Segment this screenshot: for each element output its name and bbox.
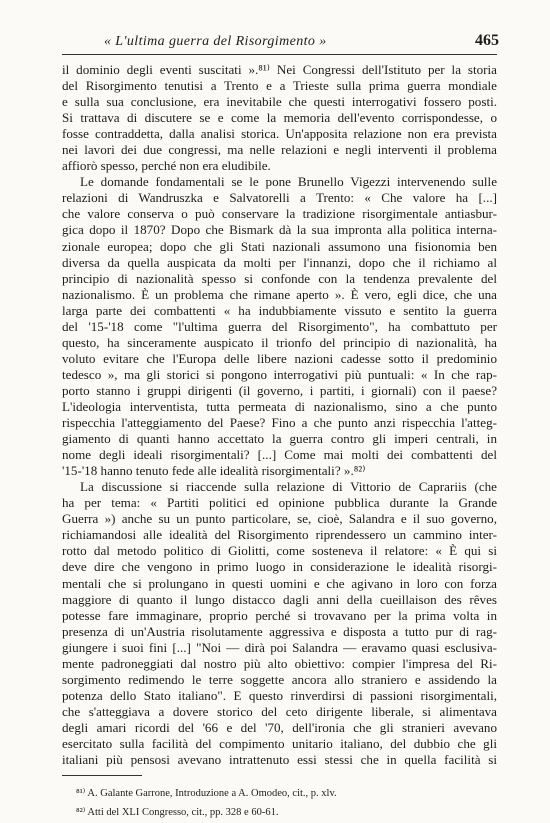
footnotes [76, 784, 496, 822]
text-line: giamento di quanti hanno accettato la guerra contro gli imperi centrali, in [62, 431, 497, 447]
text-line: ha per tema: « Partiti politici ed opinione pubblica durante la Grande [62, 495, 497, 511]
text-line: gica dopo il 1870? Dopo che Bismark dà la sua impronta alla politica interna- [62, 222, 497, 238]
text-line: rispecchia l'atteggiamento del Paese? Fino a che punto anzi rispecchia l'atteg- [62, 415, 497, 431]
body-text [62, 62, 497, 768]
text-line: e sulla sua conclusione, era inevitabile che questi interrogativi fossero posti. [62, 94, 497, 110]
text-line: fosse contraddetta, dalla analisi storica. Un'apposita relazione non era prevista [62, 126, 497, 142]
text-line: presenza di un'Austria risolutamente aggressiva e disposta a tutto pur di rag- [62, 623, 497, 639]
text-line: L'ideologia interventista, tutta permeata di nazionalismo, sino a che punto [62, 398, 497, 414]
text-line: mentali che si prolungano in questi uomini e che agivano in loro con forza [62, 575, 497, 591]
text-line: relazioni di Wandruszka e Salvatorelli a Trento: « Che valore ha [...] [62, 190, 497, 206]
text-line: potesse fare immaginare, proprio perché si trovavano per la prima volta in [62, 607, 497, 623]
paragraph-1 [62, 62, 497, 174]
text-line: maggiore di quanto il lungo distacco dagli anni della cueillaison des rêves [62, 591, 497, 607]
text-line: nei lavori dei due congressi, ma nelle relazioni e negli interventi il problema [62, 142, 497, 158]
text-line: deve dire che vengono in primo luogo in considerazione le idealità risorgi- [62, 559, 497, 575]
text-line: il dominio degli eventi suscitati ».⁸¹⁾ Nei Congressi dell'Istituto per la storia [62, 62, 497, 77]
text-line: zionale europea; dopo che gli Stati nazionali assumono una fisionomia ben [62, 238, 497, 254]
page-number: 465 [475, 32, 499, 49]
text-line: italiani più pensosi avevano intrattenuto essi stessi che in quella facilità si [62, 752, 497, 768]
text-line: potenza dello Stato italiano". E questo rinverdirsi di passioni risorgimentali, [62, 687, 497, 703]
text-line: voluto evitare che l'Europa delle libere nazioni cadesse sotto il predominio [62, 350, 497, 366]
text-line: rotto dal metodo politico di Giolitti, come sosteneva il relatore: « È qui si [62, 543, 497, 559]
page-header [62, 28, 497, 55]
footnote-81: ⁸¹⁾ A. Galante Garrone, Introduzione a A. Omodeo, cit., p. xlv. [76, 788, 337, 799]
text-line: che s'atteggiava a dovere storico del ceto dirigente liberale, si alimentava [62, 703, 497, 719]
running-title: « L'ultima guerra del Risorgimento » [104, 34, 327, 49]
text-line: sorgimento redimendo le terre soggette ancora allo straniero e assidendo la [62, 671, 497, 687]
text-line: richiamandosi alle idealità del Risorgimento riprendessero un cammino inter- [62, 527, 497, 543]
text-line: nazionalismo. È un problema che rimane aperto ». È vero, egli dice, che una [62, 286, 497, 302]
text-line: porto stanno i gruppi dirigenti (il governo, i partiti, i giornali) con il paese? [62, 382, 497, 398]
text-line: Si trattava di discutere se e come la memoria dell'evento corrispondesse, o [62, 110, 497, 126]
text-line: Guerra ») anche su un punto particolare, se, cioè, Salandra e il suo governo, [62, 511, 497, 527]
text-line: mente padroneggiati dal nostro più alto obiettivo: compier l'impresa del Ri- [62, 655, 497, 671]
text-line: principio di nazionalità spesso si confonde con la tendenza prevalente del [62, 270, 497, 286]
text-line: giungere i suoi fini [...] "Noi — dirà poi Salandra — eravamo quasi esclusiva- [62, 639, 497, 655]
footnote-82: ⁸²⁾ Atti del XLI Congresso, cit., pp. 328 e 60-61. [76, 807, 279, 818]
text-line: degli amari ricordi del '66 e del '70, dell'ironia che gli stranieri avevano [62, 719, 497, 735]
text-line: '15-'18 hanno tenuto fede alle idealità risorgimentali? ».⁸²⁾ [62, 463, 366, 479]
footnote-divider [62, 775, 142, 776]
text-line: Le domande fondamentali se le pone Brunello Vigezzi intervenendo sulle [80, 174, 497, 190]
text-line: questo, ha sinceramente auspicato il trionfo del principio di nazionalità, ha [62, 334, 497, 350]
text-line: del '15-'18 come "l'ultima guerra del Risorgimento", ha combattuto per [62, 318, 497, 334]
text-line: diversa da quella auspicata da molti per l'innanzi, dopo che il richiamo al [62, 254, 497, 270]
text-line: nome degli ideali risorgimentali? [...] Come mai molti dei combattenti del [62, 447, 497, 463]
text-line: tedesco », ma gli storici si pongono interrogativi più puntuali: « In che rap- [62, 366, 497, 382]
text-line: larga parte dei combattenti « ha indubbiamente vissuto e sentito la guerra [62, 302, 497, 318]
text-line: del Risorgimento tenutisi a Trento e a Trieste sulla prima guerra mondiale [62, 78, 497, 94]
text-line: esercitato sulla facilità del compimento unitario italiano, del dubbio che gli [62, 735, 497, 751]
text-line: affiorò spesso, perché non era eludibile. [62, 158, 271, 174]
paragraph-3 [62, 479, 497, 768]
paragraph-2 [62, 174, 497, 479]
text-line: La discussione si riaccende sulla relazione di Vittorio de Caprariis (che [80, 479, 497, 495]
text-line: che valore conserva o può conservare la tradizione risorgimentale antiasbur- [62, 206, 497, 222]
